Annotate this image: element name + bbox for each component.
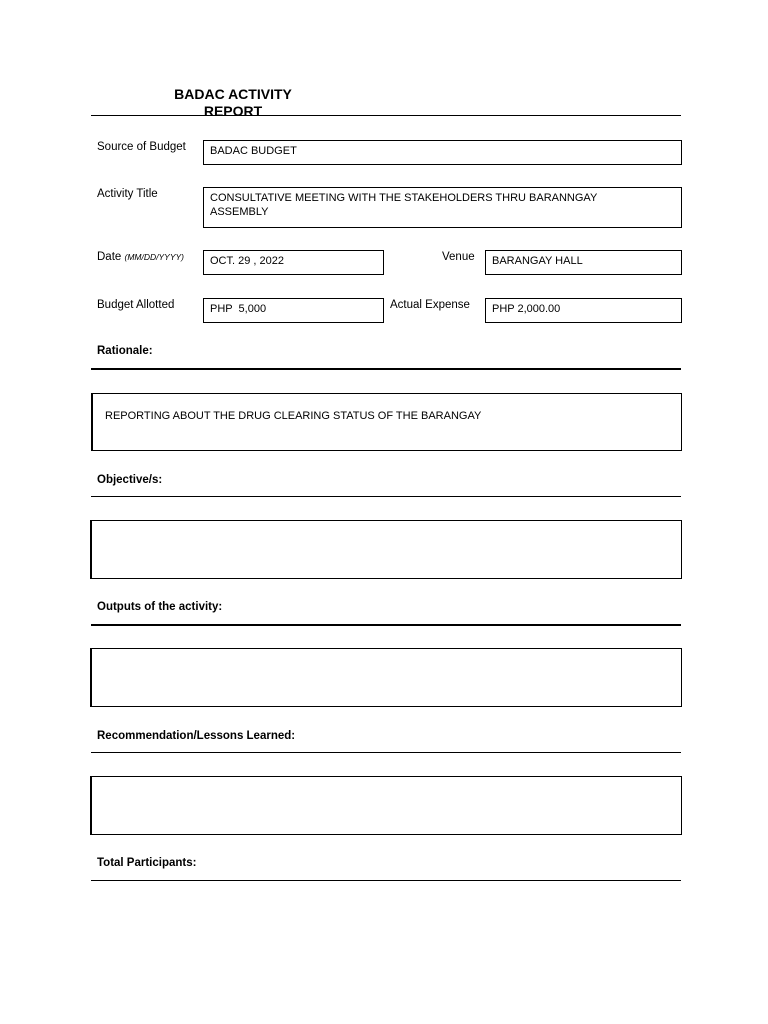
title-divider: [91, 115, 681, 116]
outputs-divider: [91, 624, 681, 626]
actual-expense-field[interactable]: PHP 2,000.00: [485, 298, 682, 323]
objectives-field[interactable]: [90, 520, 682, 579]
objectives-label: Objective/s:: [97, 474, 163, 486]
date-format-hint: (MM/DD/YYYY): [124, 252, 184, 262]
outputs-field[interactable]: [90, 648, 682, 707]
budget-allotted-field[interactable]: PHP 5,000: [203, 298, 384, 323]
rationale-field[interactable]: REPORTING ABOUT THE DRUG CLEARING STATUS OF THE BARANGAY: [91, 393, 682, 451]
date-label: [97, 251, 184, 263]
rationale-label: Rationale:: [97, 345, 153, 357]
source-of-budget-field[interactable]: BADAC BUDGET: [203, 140, 682, 165]
source-of-budget-label: Source of Budget: [97, 141, 186, 153]
activity-title-field[interactable]: CONSULTATIVE MEETING WITH THE STAKEHOLDERS THRU BARANNGAY ASSEMBLY: [203, 187, 682, 228]
recommendation-divider: [91, 752, 681, 753]
activity-title-label: Activity Title: [97, 188, 158, 200]
actual-expense-label: Actual Expense: [390, 299, 470, 311]
venue-field[interactable]: BARANGAY HALL: [485, 250, 682, 275]
recommendation-label: Recommendation/Lessons Learned:: [97, 730, 296, 742]
total-participants-label: Total Participants:: [97, 857, 197, 869]
objectives-divider: [91, 496, 681, 497]
budget-allotted-label: Budget Allotted: [97, 299, 175, 311]
recommendation-field[interactable]: [90, 776, 682, 835]
report-title: BADAC ACTIVITY REPORT: [174, 86, 292, 119]
date-field[interactable]: OCT. 29 , 2022: [203, 250, 384, 275]
rationale-divider: [91, 368, 681, 370]
outputs-label: Outputs of the activity:: [97, 601, 223, 613]
total-participants-divider: [91, 880, 681, 881]
venue-label: Venue: [442, 251, 475, 263]
date-label-text: Date: [97, 251, 122, 263]
